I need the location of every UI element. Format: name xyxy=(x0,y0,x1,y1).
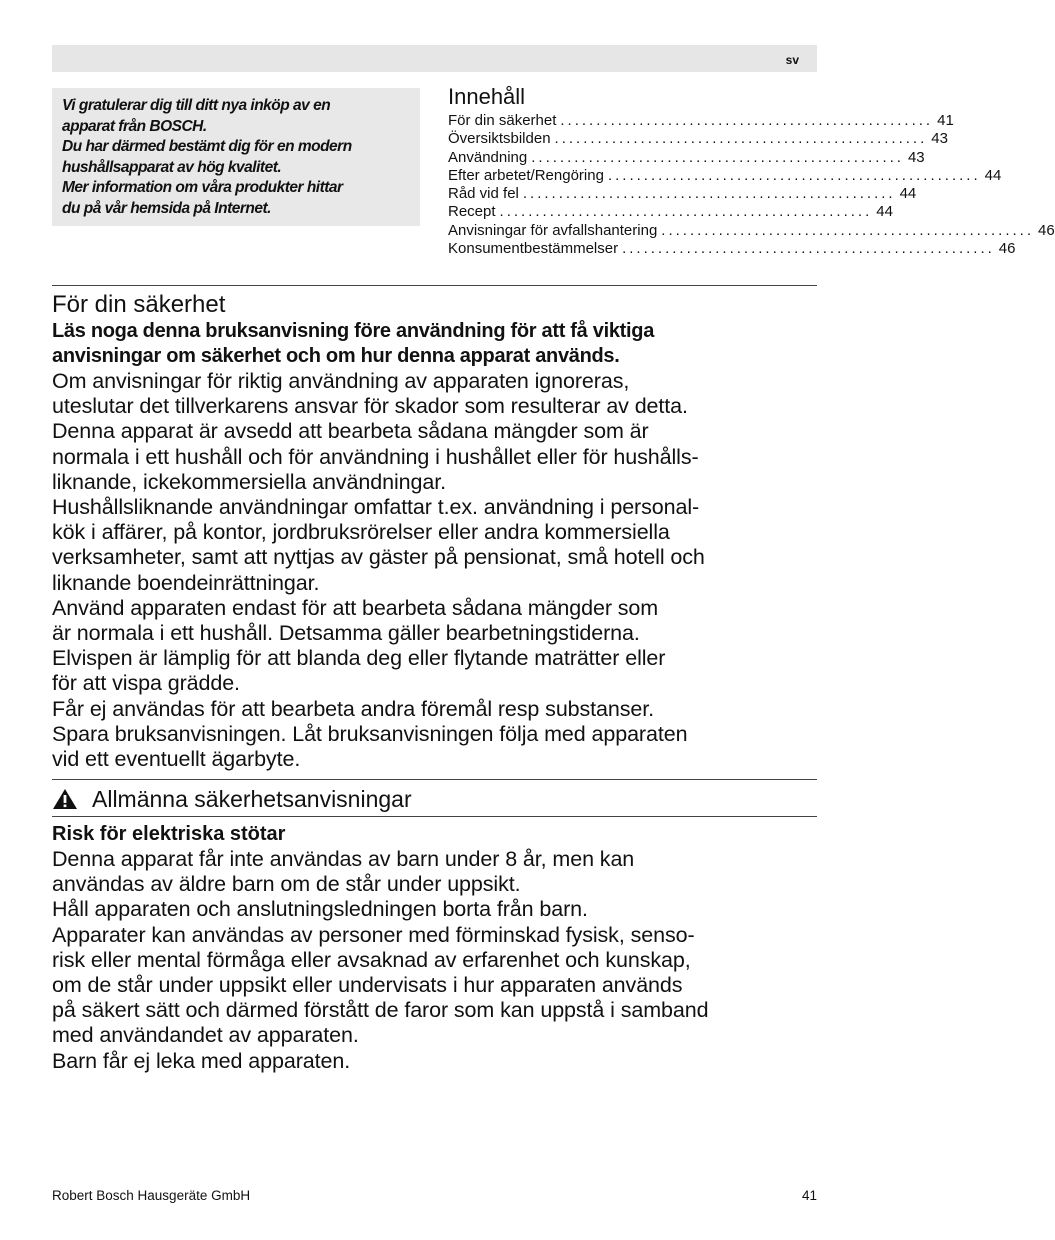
safety-body-line: Denna apparat är avsedd att bearbeta sådana mängder som är xyxy=(52,419,649,444)
intro-line: du på vår hemsida på Internet. xyxy=(62,199,271,217)
safety-body-line: Spara bruksanvisningen. Låt bruksanvisningen följa med apparaten xyxy=(52,721,688,746)
safety-lead-line: anvisningar om säkerhet och om hur denna apparat används. xyxy=(52,345,620,367)
safety-heading: För din säkerhet xyxy=(52,291,226,318)
safety-body-line: Om anvisningar för riktig användning av apparaten ignoreras, xyxy=(52,369,630,393)
toc-entry[interactable] xyxy=(448,148,925,167)
general-body-line: på säkert sätt och därmed förstått de faror som kan uppstå i samband xyxy=(52,998,709,1023)
safety-body-line: liknande, ickekommersiella användningar. xyxy=(52,469,446,494)
general-body-line: Håll apparaten och anslutningsledningen borta från barn. xyxy=(52,897,588,922)
footer-company: Robert Bosch Hausgeräte GmbH xyxy=(52,1188,251,1203)
toc-entry-label: Konsumentbestämmelser xyxy=(448,240,619,258)
general-body-line: om de står under uppsikt eller undervisats i hur apparaten används xyxy=(52,973,683,998)
safety-body-line: Får ej användas för att bearbeta andra föremål resp substanser. xyxy=(52,696,655,721)
page-footer xyxy=(52,1188,817,1203)
footer-page-number: 41 xyxy=(801,1188,817,1203)
general-body-line: med användandet av apparaten. xyxy=(52,1023,359,1048)
intro-box xyxy=(52,88,420,226)
toc-entry[interactable] xyxy=(448,240,1016,258)
toc-entry-label: Översiktsbilden xyxy=(448,130,551,148)
safety-body-line: Använd apparaten endast för att bearbeta sådana mängder som xyxy=(52,595,659,620)
intro-line: Mer information om våra produkter hittar xyxy=(62,179,343,197)
toc-entry[interactable] xyxy=(448,203,893,221)
toc-leader-dots: .................................................... xyxy=(522,185,896,203)
toc-entry-page: 44 xyxy=(899,185,917,203)
toc-leader-dots: .................................................... xyxy=(499,203,873,221)
general-body-line: Apparater kan användas av personer med förminskad fysisk, senso- xyxy=(52,922,695,947)
toc-title: Innehåll xyxy=(448,84,526,109)
language-code: sv xyxy=(785,53,799,67)
toc-entry-page: 44 xyxy=(984,166,1002,184)
toc-leader-dots: .................................................... xyxy=(661,221,1035,239)
toc-entry-label: För din säkerhet xyxy=(448,112,557,129)
toc-entry-page: 44 xyxy=(876,203,893,221)
table-of-contents xyxy=(448,84,1055,258)
intro-line: apparat från BOSCH. xyxy=(62,117,207,135)
general-body-line: användas av äldre barn om de står under uppsikt. xyxy=(52,872,521,897)
intro-line: hushållsapparat av hög kvalitet. xyxy=(62,158,282,176)
language-bar xyxy=(52,45,817,72)
safety-body-line: kök i affärer, på kontor, jordbruksrörelser eller andra kommersiella xyxy=(52,520,670,545)
divider xyxy=(52,779,817,780)
general-safety-heading xyxy=(52,785,412,813)
toc-entry-page: 43 xyxy=(931,130,948,148)
toc-entry[interactable] xyxy=(448,185,917,203)
toc-entry-label: Recept xyxy=(448,203,496,221)
safety-body-line: Hushållsliknande användningar omfattar t.ex. användning i personal- xyxy=(52,495,700,520)
safety-body-line: vid ett eventuellt ägarbyte. xyxy=(52,747,301,772)
toc-entry-label: Efter arbetet/Rengöring xyxy=(448,166,604,184)
divider xyxy=(52,285,817,286)
intro-line: Du har därmed bestämt dig för en modern xyxy=(62,138,352,156)
intro-line: Vi gratulerar dig till ditt nya inköp av en xyxy=(62,97,331,114)
safety-lead-line: Läs noga denna bruksanvisning före användning för att få viktiga xyxy=(52,320,655,342)
safety-body-line: normala i ett hushåll och för användning i hushållet eller för hushålls- xyxy=(52,444,699,469)
toc-entry[interactable] xyxy=(448,130,948,148)
general-body-line: risk eller mental förmåga eller avsaknad av erfarenhet och kunskap, xyxy=(52,947,691,972)
general-body-line: Denna apparat får inte användas av barn under 8 år, men kan xyxy=(52,847,635,871)
general-safety-section xyxy=(52,822,822,1074)
toc-entry-label: Anvisningar för avfallshantering xyxy=(448,221,658,239)
electric-shock-subheading: Risk för elektriska stötar xyxy=(52,823,286,845)
toc-leader-dots: .................................................... xyxy=(554,130,928,148)
toc-entry-label: Användning xyxy=(448,148,528,166)
warning-icon xyxy=(52,788,78,810)
divider xyxy=(52,816,817,817)
toc-entry-page: 46 xyxy=(1038,221,1055,239)
toc-leader-dots: .................................................... xyxy=(531,148,904,166)
toc-entry[interactable] xyxy=(448,166,1002,185)
safety-body-line: verksamheter, samt att nyttjas av gäster på pensionat, små hotell och xyxy=(52,545,705,570)
toc-leader-dots: .................................................... xyxy=(622,240,995,258)
toc-leader-dots: .................................................... xyxy=(607,166,981,184)
toc-entry-page: 43 xyxy=(907,148,925,166)
safety-section xyxy=(52,291,822,772)
toc-entry-page: 46 xyxy=(998,240,1016,258)
safety-body-line: liknande boendeinrättningar. xyxy=(52,570,320,595)
toc-leader-dots: .................................................... xyxy=(560,112,934,129)
general-safety-title: Allmänna säkerhetsanvisningar xyxy=(92,786,412,812)
toc-entry-label: Råd vid fel xyxy=(448,185,519,203)
safety-body-line: uteslutar det tillverkarens ansvar för skador som resulterar av detta. xyxy=(52,394,688,419)
toc-entry-page: 41 xyxy=(937,112,954,129)
safety-body-line: Elvispen är lämplig för att blanda deg eller flytande maträtter eller xyxy=(52,646,666,671)
safety-body-line: är normala i ett hushåll. Detsamma gäller bearbetningstiderna. xyxy=(52,621,640,646)
safety-body-line: för att vispa grädde. xyxy=(52,671,240,696)
general-body-line: Barn får ej leka med apparaten. xyxy=(52,1048,351,1073)
toc-entry[interactable] xyxy=(448,112,954,130)
toc-entry[interactable] xyxy=(448,221,1055,240)
